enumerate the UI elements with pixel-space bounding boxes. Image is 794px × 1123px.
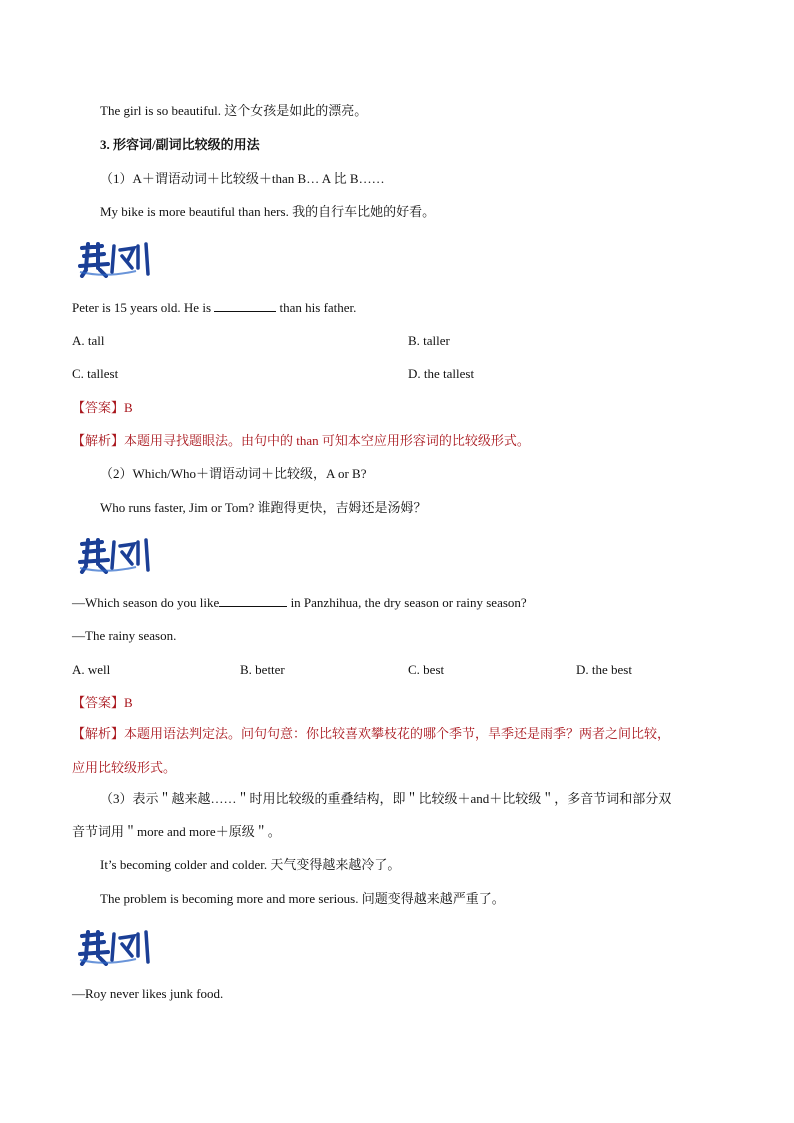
example-sentence: The girl is so beautiful. 这个女孩是如此的漂亮。	[100, 103, 368, 118]
analysis-line: 【解析】本题用寻找题眼法。由句中的 than 可知本空应用形容词的比较级形式。	[72, 433, 530, 448]
option-d: D. the tallest	[408, 366, 475, 381]
question-1: Peter is 15 years old. He is than his father.	[72, 300, 357, 315]
section-heading: 3. 形容词/副词比较级的用法	[100, 137, 260, 152]
answer-blank	[214, 299, 276, 312]
typical-example-logo	[76, 238, 156, 278]
option-d: D. the best	[576, 662, 632, 677]
question-2-line-2: —The rainy season.	[72, 628, 177, 643]
rule-1-example: My bike is more beautiful than hers. 我的自行车比她的好看。	[100, 204, 436, 219]
answer-line: 【答案】B	[72, 400, 133, 415]
option-c: C. best	[408, 662, 445, 677]
option-b: B. better	[240, 662, 285, 677]
rule-3-example-2: The problem is becoming more and more serious. 问题变得越来越严重了。	[100, 891, 505, 906]
rule-3-line-2: 音节词用＂more and more＋原级＂。	[72, 824, 281, 839]
rule-3-line-1: （3）表示＂越来越……＂时用比较级的重叠结构，即＂比较级＋and＋比较级＂，多音节词和部分双	[100, 791, 672, 806]
analysis-line-2: 应用比较级形式。	[72, 760, 177, 775]
rule-1: （1）A＋谓语动词＋比较级＋than B… A 比 B……	[100, 171, 385, 186]
option-c: C. tallest	[72, 366, 119, 381]
answer-blank	[219, 594, 287, 607]
typical-example-logo	[76, 534, 156, 574]
option-b: B. taller	[408, 333, 450, 348]
option-a: A. tall	[72, 333, 105, 348]
option-a: A. well	[72, 662, 111, 677]
question-3-line-1: —Roy never likes junk food.	[72, 986, 224, 1001]
rule-2: （2）Which/Who＋谓语动词＋比较级，A or B?	[100, 466, 367, 481]
question-2-line-1: —Which season do you like in Panzhihua, the dry season or rainy season?	[72, 595, 527, 610]
rule-2-example: Who runs faster, Jim or Tom? 谁跑得更快，吉姆还是汤姆？	[100, 500, 427, 515]
analysis-line-1: 【解析】本题用语法判定法。问句句意：你比较喜欢攀枝花的哪个季节，旱季还是雨季？两者之间比较，	[72, 726, 671, 741]
rule-3-example-1: It’s becoming colder and colder. 天气变得越来越冷了。	[100, 857, 401, 872]
typical-example-logo	[76, 926, 156, 966]
answer-line: 【答案】B	[72, 695, 133, 710]
